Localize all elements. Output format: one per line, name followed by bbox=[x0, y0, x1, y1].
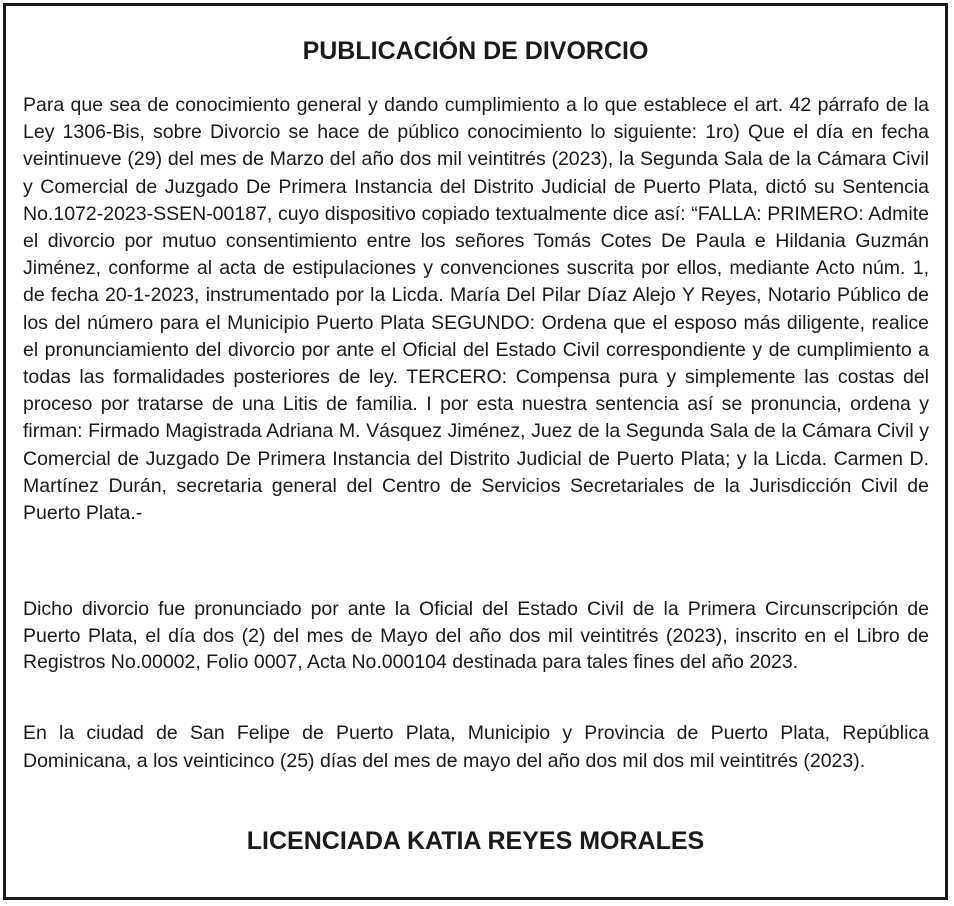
divorce-notice bbox=[3, 3, 948, 900]
notice-paragraph-ruling: Para que sea de conocimiento general y dando cumplimiento a lo que establece el art. 42 párrafo de la Ley 1306-Bis, sobre Divorcio se hace de público conocimiento lo siguiente: 1ro) Que el día en fecha veintinueve (29) del mes de Marzo del año dos mil veintitrés (2023), la Segunda Sala de la Cámara Civil y Comercial de Juzgado De Primera Instancia del Distrito Judicial de Puerto Plata, dictó su Sentencia No.1072-2023-SSEN-00187, cuyo dispositivo copiado textualmente dice así: “FALLA: PRIMERO: Admite el divorcio por mutuo consentimiento entre los señores Tomás Cotes De Paula e Hildania Guzmán Jiménez, conforme al acta de estipulaciones y convenciones suscrita por ellos, mediante Acto núm. 1, de fecha 20-1-2023, instrumentado por la Licda. María Del Pilar Díaz Alejo Y Reyes, Notario Público de los del número para el Municipio Puerto Plata SEGUNDO: Ordena que el esposo más diligente, realice el pronunciamiento del divorcio por ante el Oficial del Estado Civil correspondiente y de cumplimiento a todas las formalidades posteriores de ley. TERCERO: Compensa pura y simplemente las costas del proceso por tratarse de una Litis de familia. I por esta nuestra sentencia así se pronuncia, ordena y firman: Firmado Magistrada Adriana M. Vásquez Jiménez, Juez de la Segunda Sala de la Cámara Civil y Comercial de Juzgado De Primera Instancia del Distrito Judicial de Puerto Plata; y la Licda. Carmen D. Martínez Durán, secretaria general del Centro de Servicios Secretariales de la Jurisdicción Civil de Puerto Plata.- bbox=[23, 94, 929, 525]
notice-paragraph-place-date: En la ciudad de San Felipe de Puerto Plata, Municipio y Provincia de Puerto Plata, República Dominicana, a los veinticinco (25) días del mes de mayo del año dos mil dos mil veintitrés (2023). bbox=[23, 722, 929, 772]
notice-paragraph-registration: Dicho divorcio fue pronunciado por ante la Oficial del Estado Civil de la Primera Circunscripción de Puerto Plata, el día dos (2) del mes de Mayo del año dos mil veintitrés (2023), inscrito en el Libro de Registros No.00002, Folio 0007, Acta No.000104 destinada para tales fines del año 2023. bbox=[23, 598, 929, 674]
notice-title: PUBLICACIÓN DE DIVORCIO bbox=[302, 37, 649, 65]
notice-signature: LICENCIADA KATIA REYES MORALES bbox=[246, 827, 705, 855]
